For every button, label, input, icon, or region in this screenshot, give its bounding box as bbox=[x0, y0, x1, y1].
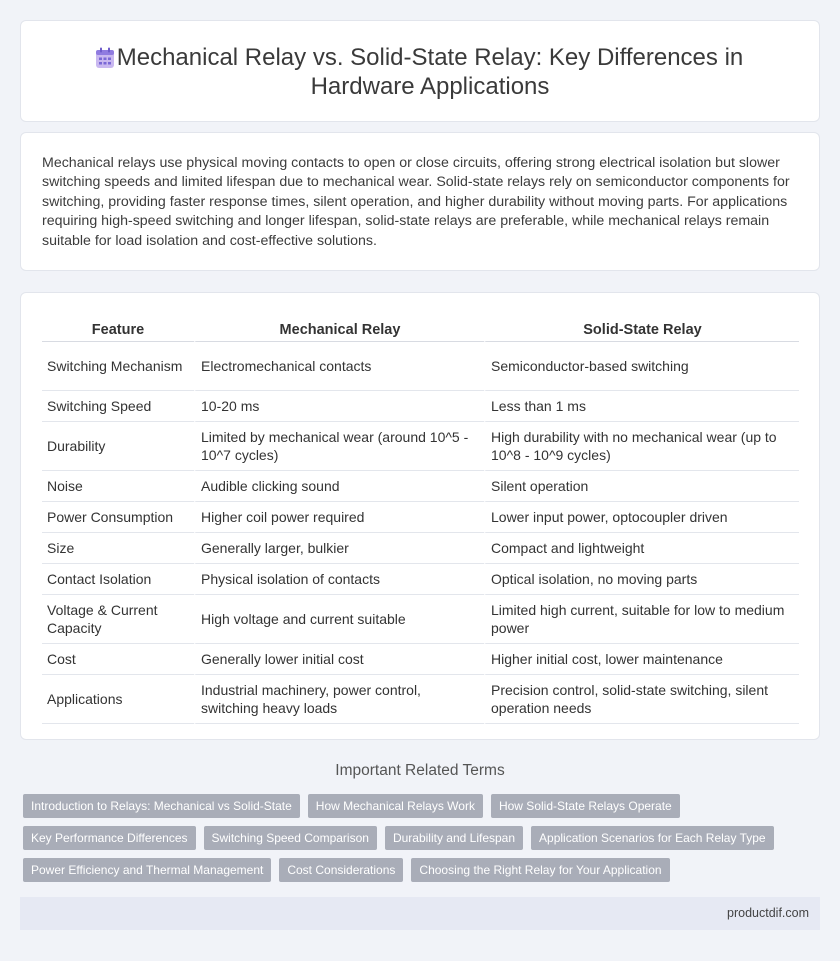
solid-state-cell: Semiconductor-based switching bbox=[484, 342, 799, 391]
solid-state-cell: Higher initial cost, lower maintenance bbox=[484, 644, 799, 675]
mechanical-cell: Generally lower initial cost bbox=[194, 644, 484, 675]
header-solid-state-relay: Solid-State Relay bbox=[484, 313, 799, 342]
related-terms-tags bbox=[23, 794, 823, 890]
table-row bbox=[42, 533, 799, 564]
solid-state-cell: Silent operation bbox=[484, 471, 799, 502]
table-row bbox=[42, 422, 799, 471]
table-row bbox=[42, 564, 799, 595]
comparison-table-card bbox=[20, 292, 820, 740]
related-term-tag[interactable]: Application Scenarios for Each Relay Type bbox=[531, 826, 774, 850]
feature-cell: Contact Isolation bbox=[42, 564, 194, 595]
table-row bbox=[42, 471, 799, 502]
related-term-tag[interactable]: Choosing the Right Relay for Your Application bbox=[411, 858, 669, 882]
table-row bbox=[42, 644, 799, 675]
mechanical-cell: Electromechanical contacts bbox=[194, 342, 484, 391]
related-term-tag[interactable]: Durability and Lifespan bbox=[385, 826, 523, 850]
feature-cell: Switching Mechanism bbox=[42, 342, 194, 391]
footer-site-link[interactable]: productdif.com bbox=[727, 906, 809, 920]
feature-cell: Switching Speed bbox=[42, 391, 194, 422]
mechanical-cell: Physical isolation of contacts bbox=[194, 564, 484, 595]
feature-cell: Voltage & Current Capacity bbox=[42, 595, 194, 644]
page-title: Mechanical Relay vs. Solid-State Relay: Key Differences in Hardware Applications bbox=[116, 44, 744, 100]
solid-state-cell: Optical isolation, no moving parts bbox=[484, 564, 799, 595]
table-row bbox=[42, 595, 799, 644]
feature-cell: Durability bbox=[42, 422, 194, 471]
feature-cell: Power Consumption bbox=[42, 502, 194, 533]
table-row bbox=[42, 342, 799, 391]
solid-state-cell: Limited high current, suitable for low to medium power bbox=[484, 595, 799, 644]
related-term-tag[interactable]: Power Efficiency and Thermal Management bbox=[23, 858, 271, 882]
feature-cell: Noise bbox=[42, 471, 194, 502]
mechanical-cell: High voltage and current suitable bbox=[194, 595, 484, 644]
mechanical-cell: Industrial machinery, power control, switching heavy loads bbox=[194, 675, 484, 724]
intro-paragraph: Mechanical relays use physical moving contacts to open or close circuits, offering strong electrical isolation but slower switching speeds and limited lifespan due to mechanical wear. Solid-state relays rely on semiconductor components for switching, providing faster response times, silent operation, and higher durability without moving parts. For applications requiring high-speed switching and longer lifespan, solid-state relays are preferable, while mechanical relays remain suitable for load isolation and cost-effective solutions. bbox=[42, 155, 790, 249]
mechanical-cell: Higher coil power required bbox=[194, 502, 484, 533]
header-card bbox=[20, 20, 820, 122]
related-term-tag[interactable]: Cost Considerations bbox=[279, 858, 403, 882]
feature-cell: Applications bbox=[42, 675, 194, 724]
mechanical-cell: 10-20 ms bbox=[194, 391, 484, 422]
solid-state-cell: High durability with no mechanical wear (up to 10^8 - 10^9 cycles) bbox=[484, 422, 799, 471]
footer bbox=[20, 897, 820, 930]
table-row bbox=[42, 502, 799, 533]
table-row bbox=[42, 675, 799, 724]
related-term-tag[interactable]: How Mechanical Relays Work bbox=[308, 794, 483, 818]
related-term-tag[interactable]: Key Performance Differences bbox=[23, 826, 196, 850]
intro-card bbox=[20, 132, 820, 271]
comparison-table bbox=[42, 313, 799, 724]
solid-state-cell: Precision control, solid-state switching, silent operation needs bbox=[484, 675, 799, 724]
header-feature: Feature bbox=[42, 313, 194, 342]
feature-cell: Cost bbox=[42, 644, 194, 675]
solid-state-cell: Compact and lightweight bbox=[484, 533, 799, 564]
mechanical-cell: Limited by mechanical wear (around 10^5 - 10^7 cycles) bbox=[194, 422, 484, 471]
related-term-tag[interactable]: How Solid-State Relays Operate bbox=[491, 794, 680, 818]
related-term-tag[interactable]: Introduction to Relays: Mechanical vs Solid-State bbox=[23, 794, 300, 818]
table-row bbox=[42, 391, 799, 422]
feature-cell: Size bbox=[42, 533, 194, 564]
solid-state-cell: Lower input power, optocoupler driven bbox=[484, 502, 799, 533]
solid-state-cell: Less than 1 ms bbox=[484, 391, 799, 422]
related-term-tag[interactable]: Switching Speed Comparison bbox=[204, 826, 377, 850]
header-mechanical-relay: Mechanical Relay bbox=[194, 313, 484, 342]
mechanical-cell: Generally larger, bulkier bbox=[194, 533, 484, 564]
mechanical-cell: Audible clicking sound bbox=[194, 471, 484, 502]
table-header-row bbox=[42, 313, 799, 342]
related-terms-title: Important Related Terms bbox=[335, 762, 505, 779]
